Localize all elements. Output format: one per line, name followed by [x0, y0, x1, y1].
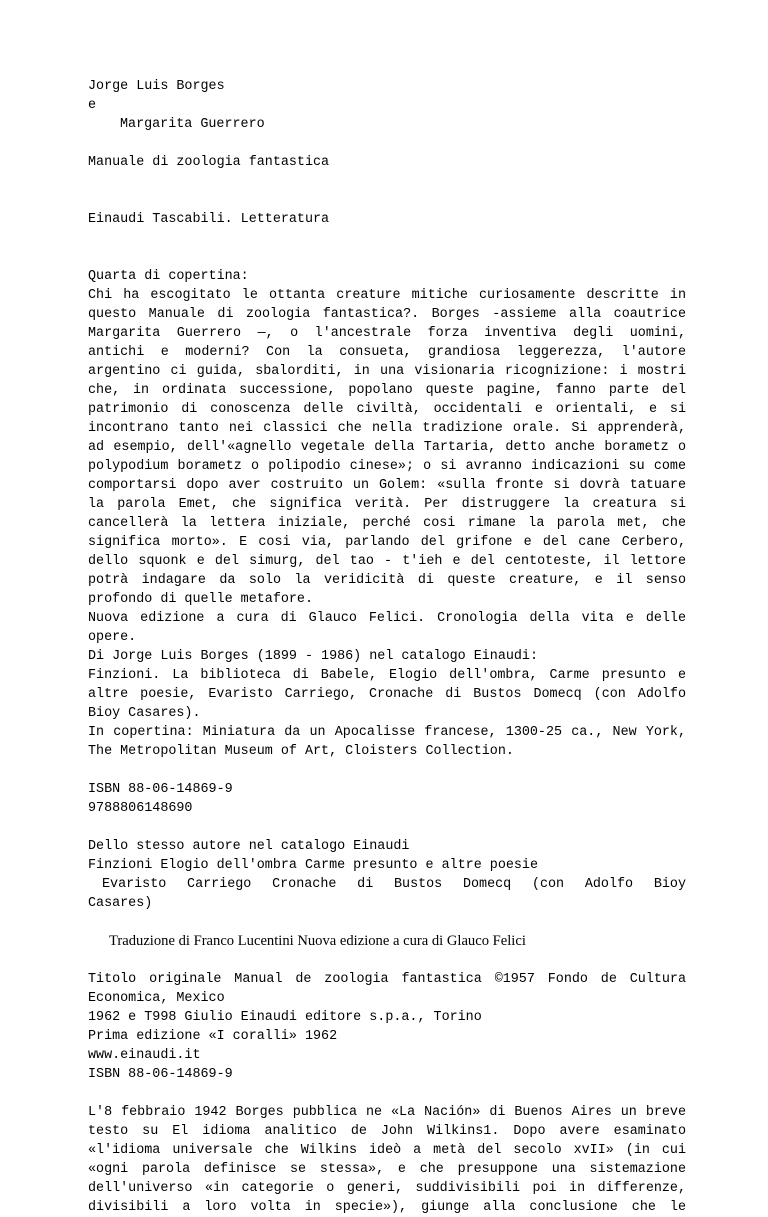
first-edition-line: Prima edizione «I coralli» 1962	[88, 1029, 338, 1044]
paragraph-line: polypodium borametz o polipodio cinese»; o si avranno indicazioni su come	[88, 459, 686, 474]
paragraph-line: profondo di quelle metafore.	[88, 592, 313, 607]
catalog-line: altre poesie, Evaristo Carriego, Cronache di Bustos Domecq (con Adolfo	[88, 687, 686, 702]
spacer	[88, 1084, 686, 1103]
paragraph-line: incontrano tanto nei classici che nella tradizione orale. Si apprenderà,	[88, 421, 686, 436]
paragraph-line: dell'universo «in categorie o generi, suddivisibili poi in differenze,	[88, 1181, 686, 1196]
spacer	[88, 172, 686, 210]
document-page	[88, 77, 686, 1217]
back-cover-heading: Quarta di copertina:	[88, 269, 249, 284]
edition-line: Nuova edizione a cura di Glauco Felici. Cronologia della vita e delle	[88, 611, 686, 626]
paragraph-line: che, in ordinata successione, popolano queste pagine, fanno parte del	[88, 383, 686, 398]
paragraph-line: Chi ha escogitato le ottanta creature mitiche curiosamente descritte in	[88, 288, 686, 303]
paragraph-line: comportarsi dopo aver costruito un Golem: «sulla fronte si dovrà tatuare	[88, 478, 686, 493]
paragraph-line: questo Manuale di zoologia fantastica?. Borges -assieme alla coautrice	[88, 307, 686, 322]
isbn-ean: 9788806148690	[88, 801, 193, 816]
back-cover-paragraph	[88, 286, 686, 609]
paragraph-line: L'8 febbraio 1942 Borges pubblica ne «La Nación» di Buenos Aires un breve	[88, 1105, 686, 1120]
paragraph-line: cancellerà la lettera iniziale, perché cosi rimane la parola met, che	[88, 516, 686, 531]
spacer	[88, 913, 686, 932]
same-author-heading: Dello stesso autore nel catalogo Einaudi	[88, 839, 410, 854]
paragraph-line: potrà indagare da solo la veridicità di queste creature, e il senso	[88, 573, 686, 588]
paragraph-line: ad esempio, dell'«agnello vegetale della Tartaria, detto anche borametz o	[88, 440, 686, 455]
author-name-2: Margarita Guerrero	[120, 117, 265, 132]
paragraph-line: argentino ci guida, sbalorditi, in una visionaria ricognizione: i mostri	[88, 364, 686, 379]
catalog-heading: Di Jorge Luis Borges (1899 - 1986) nel catalogo Einaudi:	[88, 649, 538, 664]
publisher-line: 1962 e T998 Giulio Einaudi editore s.p.a., Torino	[88, 1010, 482, 1025]
paragraph-line: divisibili a loro volta in specie»), giunge alla conclusione che le	[88, 1200, 686, 1215]
paragraph-line: patrimonio di conoscenza delle civiltà, occidentali e orientali, e si	[88, 402, 686, 417]
paragraph-line: la parola Emet, che significa verità. Per distruggere la creatura si	[88, 497, 686, 512]
author-name-1: Jorge Luis Borges	[88, 79, 225, 94]
same-author-line: Casares)	[88, 896, 153, 911]
translation-credit: Traduzione di Franco Lucentini Nuova edizione a cura di Glauco Felici	[109, 933, 526, 949]
spacer	[88, 818, 686, 837]
same-author-line: Finzioni Elogio dell'ombra Carme presunto e altre poesie	[88, 858, 538, 873]
catalog-line: Finzioni. La biblioteca di Babele, Elogio dell'ombra, Carme presunto e	[88, 668, 686, 683]
cover-credit-line: The Metropolitan Museum of Art, Cloisters Collection.	[88, 744, 514, 759]
cover-credit-line: In copertina: Miniatura da un Apocalisse francese, 1300-25 ca., New York,	[88, 725, 686, 740]
copyright-line: Titolo originale Manual de zoologia fantastica ©1957 Fondo de Cultura	[88, 972, 686, 987]
paragraph-line: «l'idioma universale che Wilkins ideò a metà del secolo xvII» (in cui	[88, 1143, 686, 1158]
same-author-line: Evaristo Carriego Cronache di Bustos Domecq (con Adolfo Bioy	[102, 877, 686, 892]
copyright-line: Economica, Mexico	[88, 991, 225, 1006]
intro-paragraph	[88, 1103, 686, 1217]
catalog-line: Bioy Casares).	[88, 706, 201, 721]
paragraph-line: «ogni parola definisce se stessa», e che presuppone una sistemazione	[88, 1162, 686, 1177]
copyright-isbn: ISBN 88-06-14869-9	[88, 1067, 233, 1082]
spacer	[88, 134, 686, 153]
spacer	[88, 951, 686, 970]
series-name: Einaudi Tascabili. Letteratura	[88, 212, 330, 227]
spacer	[88, 229, 686, 267]
isbn-10: ISBN 88-06-14869-9	[88, 782, 233, 797]
paragraph-line: testo su El idioma analitico de John Wilkins1. Dopo avere esaminato	[88, 1124, 686, 1139]
website-line: www.einaudi.it	[88, 1048, 201, 1063]
paragraph-line: dello squonk e del simurg, del tao - t'ieh e del centoteste, il lettore	[88, 554, 686, 569]
book-title: Manuale di zoologia fantastica	[88, 155, 330, 170]
edition-line: opere.	[88, 630, 137, 645]
paragraph-line: Margarita Guerrero —, o l'ancestrale forza inventiva degli uomini,	[88, 326, 686, 341]
paragraph-line: antichi e moderni? Con la consueta, grandiosa leggerezza, l'autore	[88, 345, 686, 360]
paragraph-line: significa morto». E cosi via, parlando del grifone e del cane Cerbero,	[88, 535, 686, 550]
spacer	[88, 761, 686, 780]
author-conjunction: e	[88, 98, 97, 113]
